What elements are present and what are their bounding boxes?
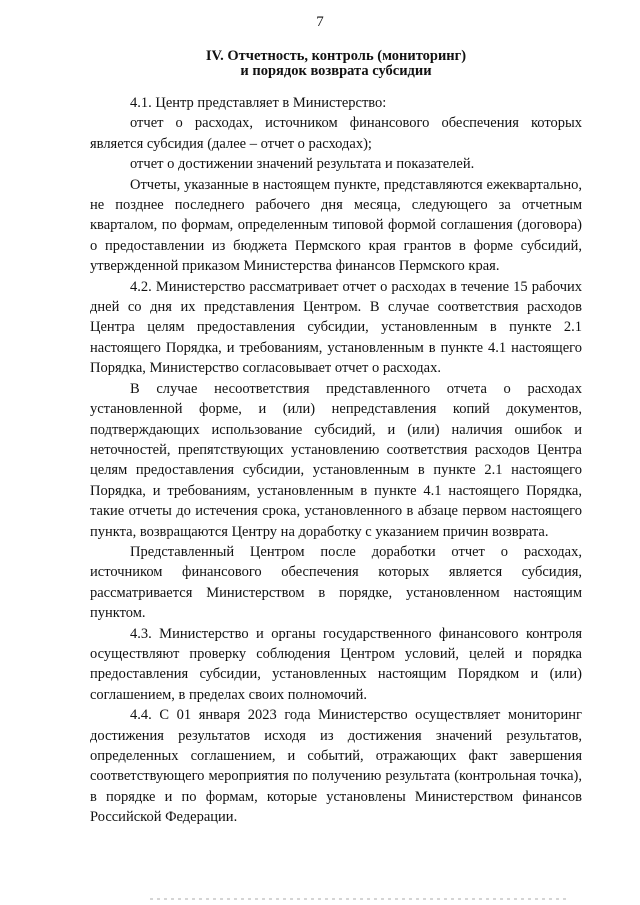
paragraph-nonconformity: В случае несоответствия представленного отчета о расходах установленной форме, и (или) непредставления копий документов, подтверждающих использование субсидий, и (или) наличия ошибок и неточностей, препятствующих установлению соответствия расходов Центра целям предоставления субсидии, установленным в пункте 2.1 настоящего Порядка, и требованиям, установленным в пункте 4.1 настоящего Порядка, такие отчеты до истечения срока, установленного в абзаце первом настоящего пункта, возвращаются Центру на доработку с указанием причин возврата. [90, 380, 582, 540]
paragraph-reporting-schedule: Отчеты, указанные в настоящем пункте, представляются ежеквартально, не позднее последнего рабочего дня месяца, следующего за отчетным кварталом, по формам, определенным типовой формой соглашения (договора) о предоставлении из бюджета Пермского края грантов в форме субсидий, утвержденной приказом Министерства финансов Пермского края. [90, 176, 582, 275]
document-body [90, 93, 582, 828]
paragraph-revised-report: Представленный Центром после доработки отчет о расходах, источником финансового обеспечения которых является субсидия, рассматривается Министерством в порядке, установленном настоящим пунктом. [90, 543, 582, 622]
section-heading-line-2: и порядок возврата субсидии [240, 63, 432, 79]
paragraph-4-3: 4.3. Министерство и органы государственного финансового контроля осуществляют проверку соблюдения Центром условий, целей и порядка предоставления субсидии, установленных настоящим Порядком и (или) соглашением, в пределах своих полномочий. [90, 625, 582, 703]
paragraph-4-4: 4.4. С 01 января 2023 года Министерство осуществляет мониторинг достижения результатов исходя из достижения значений результатов, определенных соглашением, и событий, отражающих факт завершения соответствующего мероприятия по получению результата (контрольная точка), в порядке и по формам, которые установлены Министерством финансов Российской Федерации. [90, 707, 582, 826]
page-number: 7 [316, 14, 324, 30]
paragraph-expense-report: отчет о расходах, источником финансового обеспечения которых является субсидия (далее – отчет о расходах); [90, 115, 582, 152]
section-heading [90, 49, 582, 79]
paragraph-results-report: отчет о достижении значений результата и показателей. [130, 156, 475, 173]
scan-edge-artifact [150, 898, 570, 900]
paragraph-4-2: 4.2. Министерство рассматривает отчет о расходах в течение 15 рабочих дней со дня их представления Центром. В случае соответствия расходов Центра целям предоставления субсидии, установленным в пункте 2.1 настоящего Порядка, и требованиям, установленным в пункте 4.1 настоящего Порядка, Министерство согласовывает отчет о расходах. [90, 278, 582, 377]
paragraph-4-1: 4.1. Центр представляет в Министерство: [130, 95, 387, 111]
section-heading-line-1: IV. Отчетность, контроль (мониторинг) [205, 48, 467, 64]
